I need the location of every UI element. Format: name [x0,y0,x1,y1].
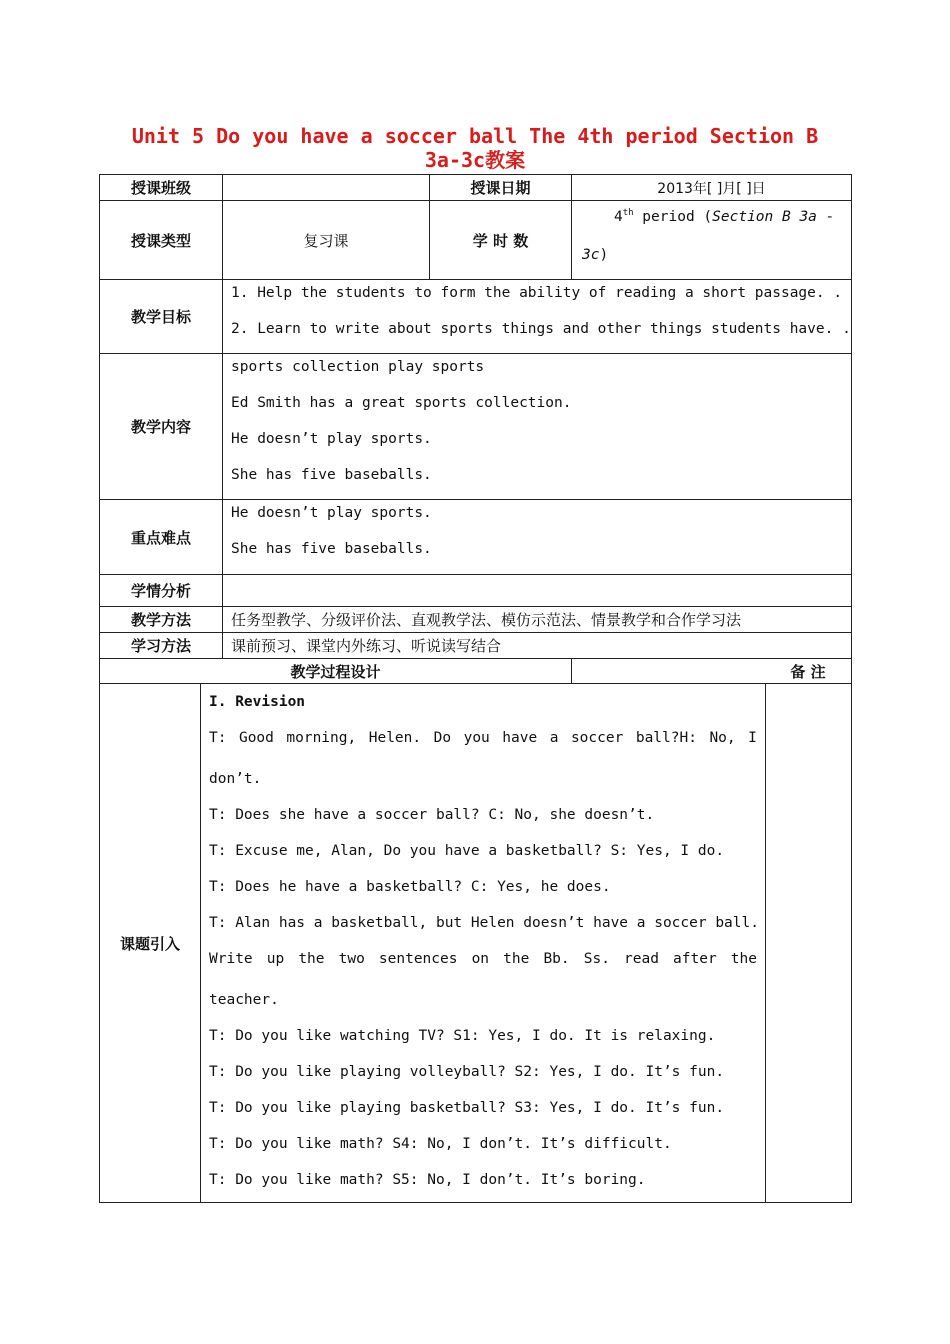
teaching-methods-label: 教学方法 [100,607,223,633]
revision-heading: I. Revision [209,694,306,710]
dialogue-line: T: Do you like math? S4: No, I don’t. It’s difficult. [209,1136,672,1152]
title-line-1: Unit 5 Do you have a soccer ball The 4th period Section B [131,124,819,148]
objective-item: 1. Help the students to form the ability of reading a short passage. . [231,285,843,301]
dialogue-line-justified: T: Good morning, Helen. Do you have a soccer ball?H: No, I [209,730,757,746]
process-table [99,683,852,1203]
class-label: 授课班级 [100,175,223,201]
learning-methods-value: 课前预习、课堂内外练习、听说读写结合 [223,633,852,659]
row-keypoints [100,500,852,575]
notes-header: 备 注 [790,662,826,681]
row-teaching-methods [100,607,852,633]
content-line: He doesn’t play sports. [231,431,432,447]
lesson-info-table [99,174,852,684]
dialogue-line: T: Excuse me, Alan, Do you have a basketball? S: Yes, I do. [209,843,725,859]
dialogue-line: T: Does she have a soccer ball? C: No, she doesn’t. [209,807,655,823]
learning-methods-label: 学习方法 [100,633,223,659]
type-value: 复习课 [223,201,430,280]
title-line-2: 3a-3c教案 [424,148,526,172]
row-type-hours [100,201,852,280]
row-content [100,354,852,500]
date-label: 授课日期 [430,175,572,201]
dialogue-line: don’t. [209,771,262,787]
hours-value: 4th period (Section B 3a - 3c) [572,201,852,280]
analysis-label: 学情分析 [100,575,223,607]
row-objectives [100,280,852,354]
content-line: She has five baseballs. [231,467,432,483]
notes-header-cell [572,659,852,684]
objectives-list [223,280,852,354]
document-title [100,124,850,172]
content-line: Ed Smith has a great sports collection. [231,395,572,411]
analysis-value [223,575,852,607]
dialogue-line: teacher. [209,992,279,1008]
keypoint-line: He doesn’t play sports. [231,505,432,521]
keypoints-label: 重点难点 [100,500,223,575]
content-line: sports collection play sports [231,359,485,375]
type-label: 授课类型 [100,201,223,280]
content-label: 教学内容 [100,354,223,500]
dialogue-line: T: Do you like playing basketball? S3: Yes, I do. It’s fun. [209,1100,725,1116]
dialogue-line: T: Do you like playing volleyball? S2: Yes, I do. It’s fun. [209,1064,725,1080]
dialogue-line: T: Does he have a basketball? C: Yes, he does. [209,879,611,895]
process-content [201,684,766,1203]
keypoints-lines [223,500,852,575]
process-header: 教学过程设计 [100,659,572,684]
dialogue-line: T: Do you like watching TV? S1: Yes, I do. It is relaxing. [209,1028,716,1044]
dialogue-line: T: Do you like math? S5: No, I don’t. It’s boring. [209,1172,646,1188]
class-value [223,175,430,201]
date-value: 2013年[ ]月[ ]日 [572,175,852,201]
hours-label: 学 时 数 [430,201,572,280]
row-process-header [100,659,852,684]
intro-label: 课题引入 [100,684,201,1203]
row-class-date [100,175,852,201]
content-lines [223,354,852,500]
notes-cell [766,684,852,1203]
objectives-label: 教学目标 [100,280,223,354]
keypoint-line: She has five baseballs. [231,541,432,557]
dialogue-line-justified: Write up the two sentences on the Bb. Ss. read after the [209,951,757,967]
row-analysis [100,575,852,607]
dialogue-line: T: Alan has a basketball, but Helen doesn’t have a soccer ball. [209,915,759,931]
row-learning-methods [100,633,852,659]
objective-item: 2. Learn to write about sports things and other things students have. . [231,321,851,337]
teaching-methods-value: 任务型教学、分级评价法、直观教学法、模仿示范法、情景教学和合作学习法 [223,607,852,633]
